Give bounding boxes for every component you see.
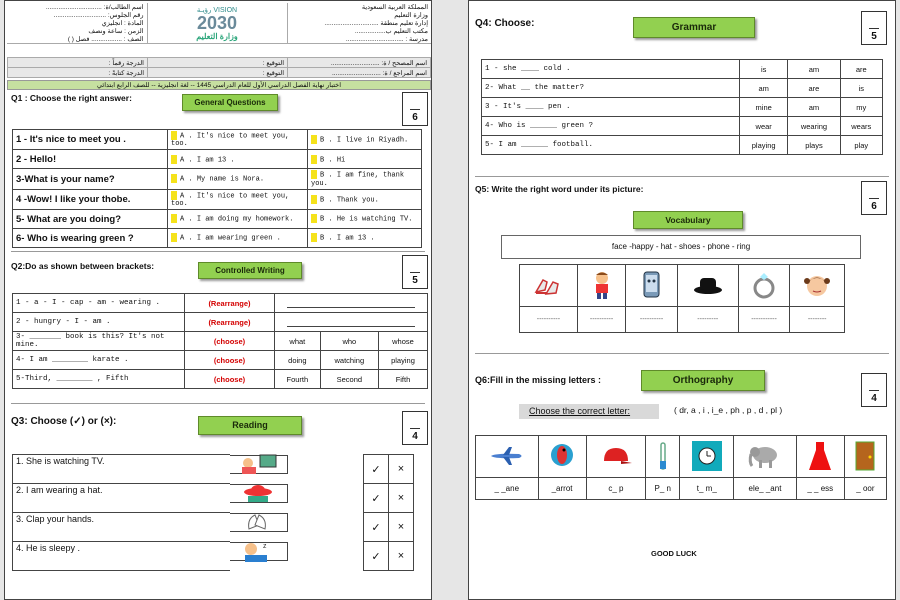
option-text: I live in Riyadh. [336,136,409,145]
logo-text: وزارة التعليم [196,31,238,41]
q4-table [481,59,883,155]
exam-page-1 [4,0,432,600]
option-text: I am 13 . [196,156,235,165]
exam-title: اختبار نهاية الفصل الدراسي الأول للعام الدراسي 1445 -- لغة انجليزية -- للصف الرابع ابتدائي [7,80,431,90]
q2-row [13,313,428,332]
q4-choice[interactable]: is [740,60,788,79]
q2-instruction: (choose) [185,370,275,389]
q4-row [482,117,883,136]
plane-icon [476,436,539,478]
q1-question: 6- Who is wearing green ? [13,229,168,248]
header-left-line: المادة : انجليزي [101,20,144,27]
face-icon [790,265,845,307]
cross-option[interactable]: × [389,513,414,542]
elephant-icon [734,436,797,478]
q2-answer-line[interactable] [275,313,428,332]
q1-row [13,189,422,209]
q4-question: 5- I am ______ football. [482,136,740,155]
q6-score: 4 [871,393,877,404]
q1-option-b[interactable]: B . I am 13 . [308,229,422,248]
option-marker [311,195,317,204]
q2-title: Q2:Do as shown between brackets: [11,261,155,271]
q4-score-box [861,11,887,45]
header-right-line: إدارة تعليم منطقة .............................. [324,20,428,27]
q3-score: 4 [412,431,418,442]
q1-option-b[interactable]: B . Hi [308,150,422,169]
general-questions-tag: General Questions [182,94,278,111]
answer-underline [287,317,415,327]
q6-answer-blank[interactable]: t_ m_ [680,478,734,500]
q4-choice[interactable]: am [788,60,840,79]
q6-answer-blank[interactable]: _ _ ess [796,478,844,500]
q1-question: 5- What are you doing? [13,210,168,229]
answer-row [520,307,845,333]
divider [11,251,425,252]
q6-answer-blank[interactable]: c_ p [586,478,646,500]
q5-picture-table [519,264,845,333]
q2-row [13,294,428,313]
q5-score: 6 [871,201,877,212]
svg-text:z: z [263,543,267,550]
letter-options: ( dr, a , i , i_e , ph , p , d , pl ) [674,405,783,415]
option-marker [311,214,317,223]
q4-choice[interactable]: wears [840,117,882,136]
option-marker [171,155,177,164]
q5-title: Q5: Write the right word under its picture: [475,184,644,194]
picture-row [476,436,887,478]
q3-statement: 1. She is watching TV. [13,455,230,484]
option-text: My name is Nora. [196,175,265,184]
q6-answer-blank[interactable]: _arrot [538,478,586,500]
q4-question: 4- Who is ______ green ? [482,117,740,136]
q3-row [13,513,414,542]
q1-table [12,129,422,248]
q2-choice[interactable]: doing [275,351,321,370]
answer-underline [287,298,415,308]
option-marker [171,174,177,183]
q4-question: 2- What __ the matter? [482,79,740,98]
q4-choice[interactable]: are [840,60,882,79]
q4-choice[interactable]: my [840,98,882,117]
header-left-line: رقم الجلوس: ............................. [53,12,144,19]
q4-choice[interactable]: play [840,136,882,155]
check-option[interactable]: ✓ [364,513,389,542]
divider [11,403,425,404]
q3-statement: 2. I am wearing a hat. [13,484,230,513]
grade-cell: الدرجة رقماً : [8,58,148,68]
option-text: Hi [336,156,346,165]
q3-statement: 3. Clap your hands. [13,513,230,542]
grade-cell: التوقيع : [148,58,288,68]
q5-answer-blank[interactable]: ---------- [520,307,578,333]
grade-cell: التوقيع : [148,68,288,78]
grade-table [7,57,431,78]
divider [475,353,889,354]
q3-title: Q3: Choose (✓) or (×): [11,416,117,427]
q1-option-b[interactable]: B . I am fine, thank you. [308,169,422,189]
clap-icon [230,513,288,532]
q2-score-box [402,255,428,289]
header-right-line: مدرسة : ................................ [345,36,428,43]
logo-text: رؤيـة VISION [196,6,238,14]
hat-kids-icon [230,484,288,503]
happy-boy-icon [577,265,625,307]
orthography-tag: Orthography [641,370,765,391]
q2-instruction: (Rearrange) [185,294,275,313]
q2-choice[interactable]: Fifth [378,370,427,389]
reading-tag: Reading [198,416,302,435]
q3-score-box [402,411,428,445]
q1-option-a[interactable]: A . My name is Nora. [168,169,308,189]
q2-choice[interactable]: playing [378,351,427,370]
parrot-icon [538,436,586,478]
option-marker [311,155,317,164]
tv-icon [230,455,288,474]
option-marker [171,214,177,223]
header-right-line: وزارة التعليم [394,12,428,19]
q3-row [13,484,414,513]
q4-choice[interactable]: wearing [788,117,840,136]
q3-row [13,455,414,484]
q2-choice[interactable]: Fourth [275,370,321,389]
q2-answer-line[interactable] [275,294,428,313]
check-option[interactable]: ✓ [364,455,389,484]
q1-question: 4 -Wow! I like your thobe. [13,189,168,209]
q2-choice[interactable]: watching [320,351,378,370]
q2-choice[interactable]: who [320,332,378,351]
q4-choice[interactable]: am [740,79,788,98]
answer-row [476,478,887,500]
option-marker [311,135,317,144]
q5-answer-blank[interactable]: ---------- [626,307,678,333]
q6-answer-blank[interactable]: _ _ane [476,478,539,500]
q2-row [13,332,428,351]
grammar-tag: Grammar [633,17,755,38]
ring-icon [738,265,790,307]
picture-row [520,265,845,307]
q4-choice[interactable]: are [788,79,840,98]
q3-table [12,454,414,571]
exam-page-2 [468,0,896,600]
q6-score-box [861,373,887,407]
q2-question: 5-Third, ________ , Fifth [13,370,185,389]
header-right-line: مكتب التعليم ب................. [354,28,428,35]
q5-score-box [861,181,887,215]
q2-instruction: (choose) [185,351,275,370]
q6-picture-table [475,435,887,500]
q4-choice[interactable]: is [840,79,882,98]
q4-title: Q4: Choose: [475,18,535,29]
q6-answer-blank[interactable]: ele_ _ant [734,478,797,500]
q2-score: 5 [412,275,418,286]
cross-option[interactable]: × [389,542,414,571]
vocabulary-tag: Vocabulary [633,211,743,229]
q2-question: 4- I am ________ karate . [13,351,185,370]
q6-answer-blank[interactable]: _ oor [844,478,886,500]
option-text: I am wearing green . [196,234,281,243]
option-text: He is watching TV. [336,215,413,224]
q3-row [13,542,414,571]
time-icon [680,436,734,478]
option-marker [311,233,317,242]
q1-title: Q1 : Choose the right answer: [11,93,132,103]
q1-row [13,150,422,169]
q1-question: 3-What is your name? [13,169,168,189]
check-option[interactable]: ✓ [364,484,389,513]
q4-question: 1 - she ____ cold . [482,60,740,79]
option-marker [171,131,177,140]
option-text: I am fine, thank you. [311,171,405,188]
q1-option-b[interactable]: B . I live in Riyadh. [308,130,422,150]
q4-row [482,136,883,155]
q4-row [482,79,883,98]
dress-icon [796,436,844,478]
q1-option-a[interactable]: A . I am 13 . [168,150,308,169]
grade-cell: الدرجة كتابةً : [8,68,148,78]
option-marker [171,233,177,242]
sleepy-icon [230,542,288,561]
q1-option-a[interactable]: A . I am wearing green . [168,229,308,248]
q6-title: Q6:Fill in the missing letters : [475,375,602,385]
cross-option[interactable]: × [389,484,414,513]
q2-question: 2 - hungry - I - am . [13,313,185,332]
controlled-writing-tag: Controlled Writing [198,262,302,279]
q5-answer-blank[interactable]: ----------- [738,307,790,333]
q2-choice[interactable]: whose [378,332,427,351]
q2-row [13,370,428,389]
instruction-label: Choose the correct letter: [519,404,659,419]
phone-icon [626,265,678,307]
q1-row [13,130,422,150]
q1-row [13,169,422,189]
q4-choice[interactable]: plays [788,136,840,155]
q2-question: 3- _______ book is this? It's not mine. [13,332,185,351]
header-left-line: الصف : ................. فصل ( ) [67,36,144,43]
logo-text: 2030 [196,12,238,33]
grade-cell: اسم المصحح / ة: ........................... [288,58,431,68]
q4-question: 3 - It's ____ pen . [482,98,740,117]
q4-choice[interactable]: am [788,98,840,117]
option-text: It's nice to meet you, too. [171,132,290,149]
option-text: I am doing my homework. [196,215,294,224]
q3-statement: 4. He is sleepy . [13,542,230,571]
q2-choice[interactable]: what [275,332,321,351]
option-marker [311,170,317,179]
q1-row [13,229,422,248]
pin-icon [646,436,680,478]
q1-option-b[interactable]: B . He is watching TV. [308,210,422,229]
q4-choice[interactable]: wear [740,117,788,136]
q1-score: 6 [412,112,418,123]
q6-answer-blank[interactable]: P_ n [646,478,680,500]
q1-option-a[interactable]: A . It's nice to meet you, too. [168,189,308,209]
option-text: Thank you. [336,196,379,205]
good-luck-text: GOOD LUCK [651,549,697,558]
q5-answer-blank[interactable]: --------- [677,307,738,333]
option-marker [171,191,177,200]
q2-instruction: (choose) [185,332,275,351]
header-right-line: المملكة العربية السعودية [361,4,428,11]
q2-row [13,351,428,370]
cross-option[interactable]: × [389,455,414,484]
q4-choice[interactable]: playing [740,136,788,155]
q1-score-box [402,92,428,126]
q2-instruction: (Rearrange) [185,313,275,332]
option-text: I am 13 . [336,234,375,243]
q4-choice[interactable]: mine [740,98,788,117]
q5-answer-blank[interactable]: ---------- [577,307,625,333]
q2-choice[interactable]: Second [320,370,378,389]
header-left-line: الزمن : ساعة ونصف [88,28,144,35]
q4-row [482,60,883,79]
q4-row [482,98,883,117]
q1-row [13,210,422,229]
q5-answer-blank[interactable]: -------- [790,307,845,333]
q4-score: 5 [871,31,877,42]
door-icon [844,436,886,478]
q1-question: 2 - Hello! [13,150,168,169]
hat-icon [677,265,738,307]
divider [475,176,889,177]
q2-question: 1 - a - I - cap - am - wearing . [13,294,185,313]
word-bank: face -happy - hat - shoes - phone - ring [501,235,861,259]
vision-2030-logo [147,3,287,44]
option-text: It's nice to meet you, too. [171,192,290,209]
exam-header [7,3,431,44]
q1-option-b[interactable]: B . Thank you. [308,189,422,209]
q1-option-a[interactable]: A . It's nice to meet you, too. [168,130,308,150]
cap-icon [586,436,646,478]
q1-option-a[interactable]: A . I am doing my homework. [168,210,308,229]
q1-question: 1 - It's nice to meet you . [13,130,168,150]
header-left-line: اسم الطالب/ة: ............................... [45,4,144,11]
check-option[interactable]: ✓ [364,542,389,571]
grade-cell: اسم المراجع / ة: ........................... [288,68,431,78]
shoes-icon [520,265,578,307]
q2-table [12,293,428,389]
